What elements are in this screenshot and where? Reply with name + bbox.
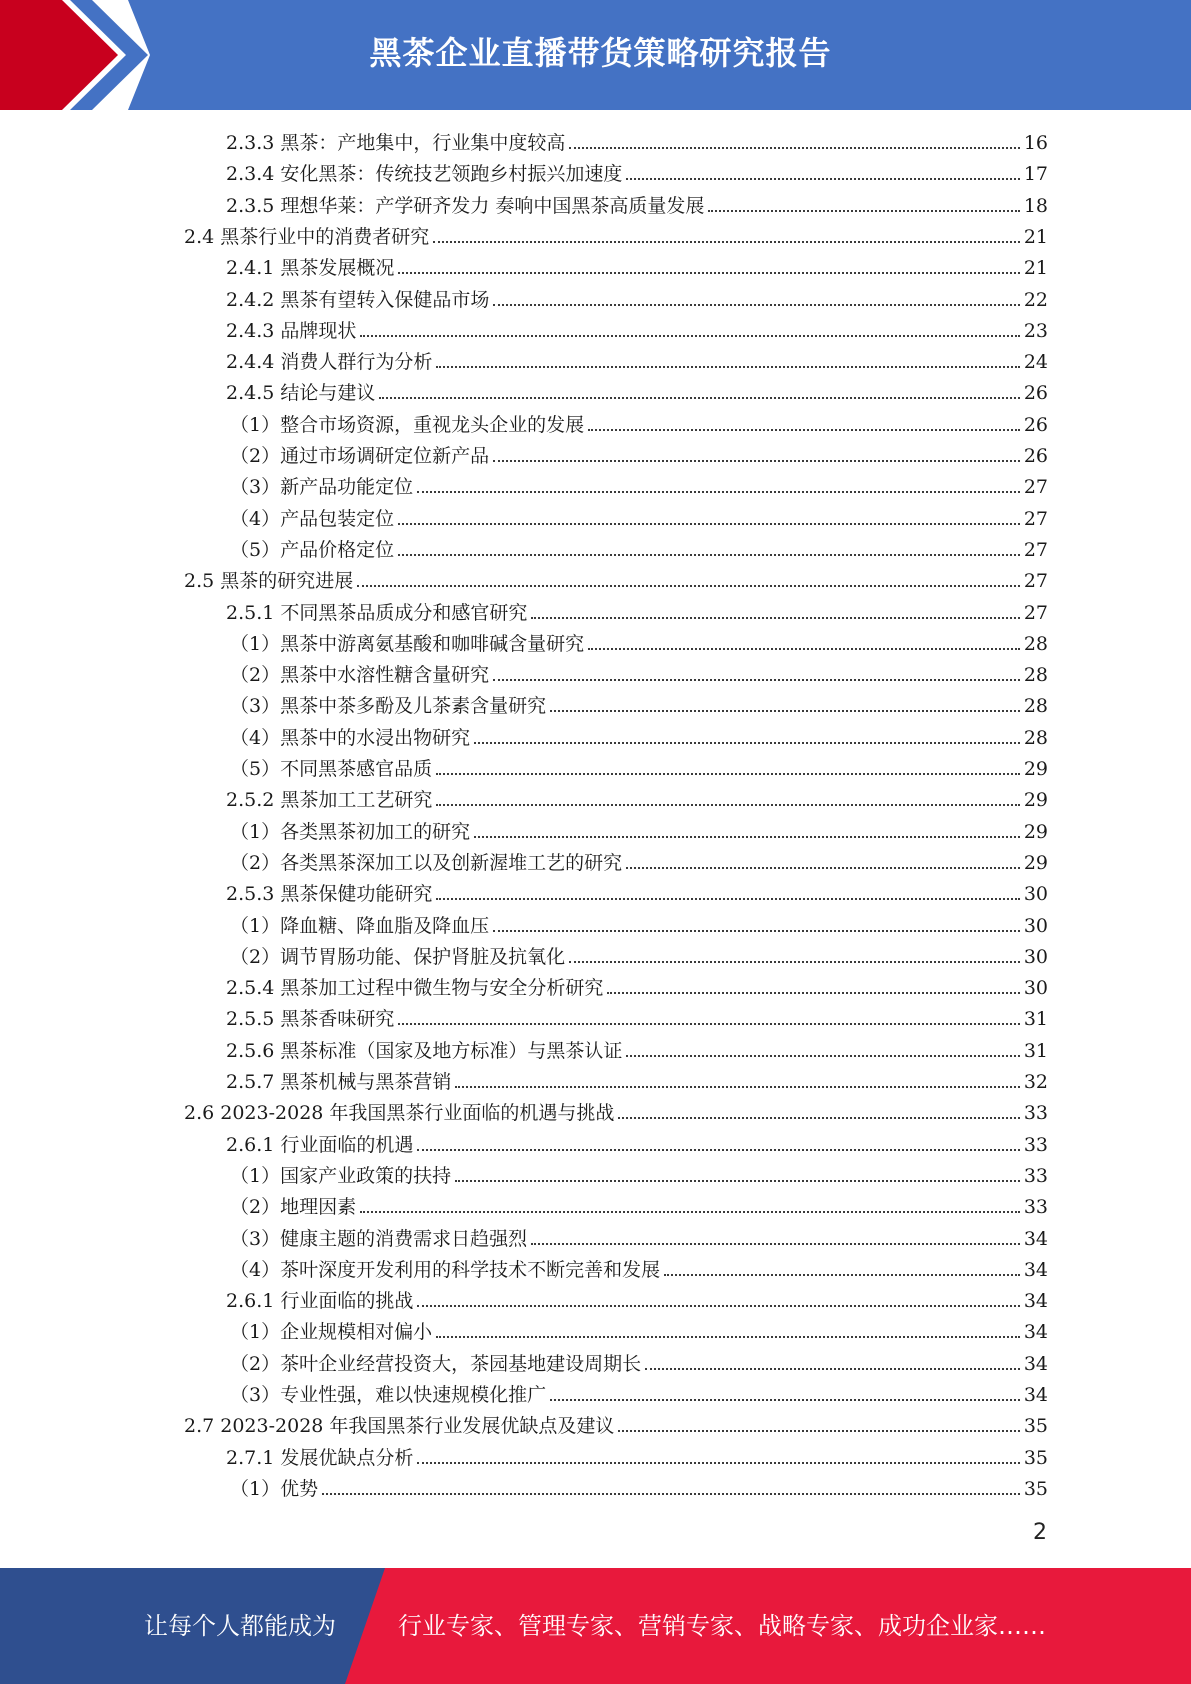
toc-dot-leader [433,239,1020,243]
toc-entry[interactable] [184,1411,1048,1437]
toc-entry-page: 31 [1023,1039,1048,1062]
toc-entry-page: 34 [1023,1321,1048,1344]
toc-entry[interactable] [226,285,1048,311]
toc-entry-page: 31 [1023,1008,1048,1031]
toc-entry[interactable] [226,159,1048,185]
report-title: 黑茶企业直播带货策略研究报告 [369,34,832,72]
toc-entry[interactable] [230,691,1048,717]
toc-entry-page: 26 [1023,382,1048,405]
toc-entry-label: 2.6.1 行业面临的挑战 [226,1290,414,1313]
toc-dot-leader [618,1428,1019,1432]
toc-entry-page: 35 [1023,1446,1048,1469]
toc-entry-page: 32 [1023,1071,1048,1093]
toc-entry-label: （2）地理因素 [230,1196,357,1219]
toc-entry[interactable] [230,848,1048,874]
toc-dot-leader [436,364,1019,368]
toc-entry-page: 26 [1023,413,1048,436]
toc-dot-leader [357,583,1020,587]
toc-entry-page: 33 [1023,1102,1048,1125]
toc-entry-page: 21 [1023,225,1048,248]
toc-entry-label: 2.6.1 行业面临的机遇 [226,1133,414,1156]
toc-entry-page: 35 [1023,1477,1048,1500]
toc-dot-leader [550,1397,1020,1401]
toc-entry[interactable] [230,1192,1048,1218]
toc-entry-label: 2.4 黑茶行业中的消费者研究 [184,225,430,248]
page-number: 2 [1033,1520,1047,1545]
toc-entry[interactable] [226,378,1048,404]
toc-entry[interactable] [230,1349,1048,1375]
toc-entry-page: 30 [1023,883,1048,906]
toc-entry[interactable] [230,1474,1048,1500]
toc-entry[interactable] [230,535,1048,561]
toc-entry-page: 34 [1023,1352,1048,1375]
toc-entry-page: 34 [1023,1384,1048,1406]
toc-entry-label: 2.5.7 黑茶机械与黑茶营销 [226,1071,452,1093]
toc-entry[interactable] [230,723,1048,749]
toc-entry-page: 27 [1023,601,1048,624]
toc-dot-leader [398,270,1019,274]
toc-entry-label: （2）茶叶企业经营投资大，茶园基地建设周期长 [230,1352,642,1375]
toc-entry-page: 33 [1023,1164,1048,1187]
toc-entry[interactable] [226,191,1048,217]
toc-entry-label: （3）新产品功能定位 [230,476,414,499]
toc-entry-label: （3）黑茶中茶多酚及儿茶素含量研究 [230,695,547,718]
toc-entry-page: 22 [1023,288,1048,311]
toc-entry-label: 2.5.6 黑茶标准（国家及地方标准）与黑茶认证 [226,1039,623,1062]
toc-entry-page: 29 [1023,851,1048,874]
toc-dot-leader [531,615,1019,619]
toc-dot-leader [531,1241,1020,1245]
toc-dot-leader [398,521,1020,525]
toc-entry[interactable] [230,410,1048,436]
toc-entry-label: 2.5.1 不同黑茶品质成分和感官研究 [226,601,528,624]
toc-entry-label: （1）降血糖、降血脂及降血压 [230,914,490,937]
toc-entry-page: 27 [1023,476,1048,499]
toc-dot-leader [417,1460,1019,1464]
toc-dot-leader [607,990,1019,994]
toc-entry[interactable] [230,942,1048,968]
toc-dot-leader [493,928,1020,932]
toc-entry-label: 2.4.5 结论与建议 [226,382,376,405]
toc-dot-leader [398,1021,1019,1025]
toc-entry-page: 27 [1023,570,1048,593]
toc-dot-leader [360,1209,1020,1213]
header-banner [0,0,1191,110]
toc-entry-page: 34 [1023,1227,1048,1250]
footer-slogan-right: 行业专家、管理专家、营销专家、战略专家、成功企业家…… [398,1612,1046,1640]
toc-entry-page: 17 [1023,163,1048,186]
toc-dot-leader [493,458,1020,462]
toc-dot-leader [645,1366,1020,1370]
toc-dot-leader [455,1084,1019,1088]
toc-entry-page: 18 [1023,194,1048,217]
toc-dot-leader [360,333,1019,337]
toc-entry-page: 27 [1023,507,1048,530]
toc-entry[interactable] [226,1130,1048,1156]
toc-entry-page: 29 [1023,789,1048,812]
toc-entry[interactable] [226,316,1048,342]
toc-entry-label: （1）企业规模相对偏小 [230,1321,433,1344]
toc-entry-page: 24 [1023,351,1048,374]
toc-entry-label: 2.4.1 黑茶发展概况 [226,257,395,280]
toc-entry-label: 2.3.4 安化黑茶：传统技艺领跑乡村振兴加速度 [226,163,623,186]
toc-entry-label: 2.5.3 黑茶保健功能研究 [226,883,433,906]
toc-entry-label: （2）黑茶中水溶性糖含量研究 [230,664,490,687]
toc-entry[interactable] [184,222,1048,248]
toc-entry-label: （3）健康主题的消费需求日趋强烈 [230,1227,528,1250]
toc-entry[interactable] [230,660,1048,686]
toc-entry-label: （1）各类黑茶初加工的研究 [230,820,471,843]
toc-dot-leader [569,959,1020,963]
toc-entry[interactable] [230,472,1048,498]
toc-entry[interactable] [226,347,1048,373]
toc-entry[interactable] [226,128,1048,154]
toc-dot-leader [493,677,1020,681]
toc-entry[interactable] [230,1380,1048,1406]
toc-entry-label: （5）不同黑茶感官品质 [230,758,433,780]
toc-entry[interactable] [230,1255,1048,1281]
toc-dot-leader [708,208,1019,212]
toc-entry-label: 2.4.2 黑茶有望转入保健品市场 [226,288,490,311]
toc-entry[interactable] [226,1286,1048,1312]
toc-dot-leader [626,1053,1019,1057]
toc-entry[interactable] [226,785,1048,811]
toc-dot-leader [379,395,1019,399]
toc-entry-page: 26 [1023,445,1048,467]
toc-entry-label: 2.6 2023-2028 年我国黑茶行业面临的机遇与挑战 [184,1102,615,1125]
toc-entry-label: （5）产品价格定位 [230,538,395,561]
toc-entry-label: 2.3.5 理想华莱：产学研齐发力 奏响中国黑茶高质量发展 [226,194,705,217]
toc-entry-label: 2.7 2023-2028 年我国黑茶行业发展优缺点及建议 [184,1415,615,1438]
toc-entry-label: 2.5.4 黑茶加工过程中微生物与安全分析研究 [226,977,604,1000]
toc-entry[interactable] [230,1317,1048,1343]
toc-dot-leader [417,1147,1019,1151]
toc-entry-page: 28 [1023,664,1048,687]
toc-entry-label: （2）各类黑茶深加工以及创新渥堆工艺的研究 [230,851,623,874]
toc-dot-leader [474,740,1020,744]
toc-entry-label: （4）黑茶中的水浸出物研究 [230,726,471,749]
toc-dot-leader [436,802,1019,806]
toc-dot-leader [322,1491,1020,1495]
footer-banner [0,1568,1191,1684]
toc-entry-label: 2.5 黑茶的研究进展 [184,570,354,593]
toc-entry[interactable] [226,1067,1048,1093]
toc-entry-page: 35 [1023,1415,1048,1438]
toc-dot-leader [588,427,1020,431]
toc-dot-leader [626,865,1020,869]
toc-entry-page: 34 [1023,1290,1048,1313]
toc-dot-leader [436,1334,1020,1338]
toc-entry-label: 2.5.5 黑茶香味研究 [226,1008,395,1031]
toc-entry-page: 30 [1023,914,1048,937]
toc-dot-leader [550,708,1020,712]
toc-entry-label: （1）国家产业政策的扶持 [230,1164,452,1187]
toc-entry-page: 27 [1023,538,1048,561]
toc-entry-label: （4）茶叶深度开发利用的科学技术不断完善和发展 [230,1258,661,1281]
toc-dot-leader [588,646,1020,650]
toc-entry-page: 30 [1023,977,1048,1000]
toc-entry-page: 16 [1023,132,1048,154]
toc-entry[interactable] [184,566,1048,592]
toc-entry-page: 28 [1023,726,1048,749]
toc-entry[interactable] [230,817,1048,843]
toc-entry-page: 28 [1023,695,1048,718]
toc-entry[interactable] [230,504,1048,530]
toc-entry-page: 23 [1023,319,1048,342]
toc-entry-label: （1）黑茶中游离氨基酸和咖啡碱含量研究 [230,632,585,655]
toc-entry-label: （4）产品包装定位 [230,507,395,530]
toc-entry[interactable] [226,1443,1048,1469]
toc-entry[interactable] [230,441,1048,467]
toc-dot-leader [664,1272,1020,1276]
toc-entry-label: 2.5.2 黑茶加工工艺研究 [226,789,433,812]
toc-entry-page: 21 [1023,257,1048,280]
toc-dot-leader [626,176,1019,180]
toc-entry[interactable] [226,598,1048,624]
toc-entry-page: 33 [1023,1133,1048,1156]
toc-entry-label: 2.4.4 消费人群行为分析 [226,351,433,374]
toc-entry[interactable] [226,253,1048,279]
toc-entry-page: 28 [1023,632,1048,655]
toc-entry[interactable] [230,911,1048,937]
toc-entry-label: （3）专业性强，难以快速规模化推广 [230,1384,547,1406]
toc-dot-leader [398,552,1020,556]
toc-dot-leader [618,1115,1019,1119]
toc-dot-leader [417,489,1020,493]
toc-dot-leader [436,771,1020,775]
toc-entry-label: 2.7.1 发展优缺点分析 [226,1446,414,1469]
footer-slogan-left: 让每个人都能成为 [144,1612,336,1640]
toc-entry[interactable] [230,754,1048,780]
toc-dot-leader [436,896,1019,900]
toc-entry[interactable] [226,973,1048,999]
toc-dot-leader [493,302,1019,306]
toc-entry-page: 33 [1023,1196,1048,1219]
toc-entry-page: 29 [1023,820,1048,843]
toc-entry[interactable] [226,1004,1048,1030]
toc-entry-label: （2）通过市场调研定位新产品 [230,445,490,467]
toc-entry[interactable] [184,1098,1048,1124]
toc-entry-label: 2.4.3 品牌现状 [226,319,357,342]
toc-entry[interactable] [230,1161,1048,1187]
toc-entry-label: （2）调节胃肠功能、保护肾脏及抗氧化 [230,945,566,968]
toc-entry-label: 2.3.3 黑茶：产地集中，行业集中度较高 [226,132,566,154]
toc-entry-label: （1）优势 [230,1477,319,1500]
toc-entry-page: 29 [1023,758,1048,780]
toc-entry[interactable] [226,1036,1048,1062]
toc-entry[interactable] [226,879,1048,905]
toc-entry-page: 34 [1023,1258,1048,1281]
toc-dot-leader [417,1303,1019,1307]
toc-entry-label: （1）整合市场资源，重视龙头企业的发展 [230,413,585,436]
toc-entry[interactable] [230,1224,1048,1250]
toc-dot-leader [474,834,1020,838]
toc-entry-page: 30 [1023,945,1048,968]
toc-entry[interactable] [230,629,1048,655]
toc-dot-leader [569,145,1019,149]
toc-dot-leader [455,1178,1020,1182]
